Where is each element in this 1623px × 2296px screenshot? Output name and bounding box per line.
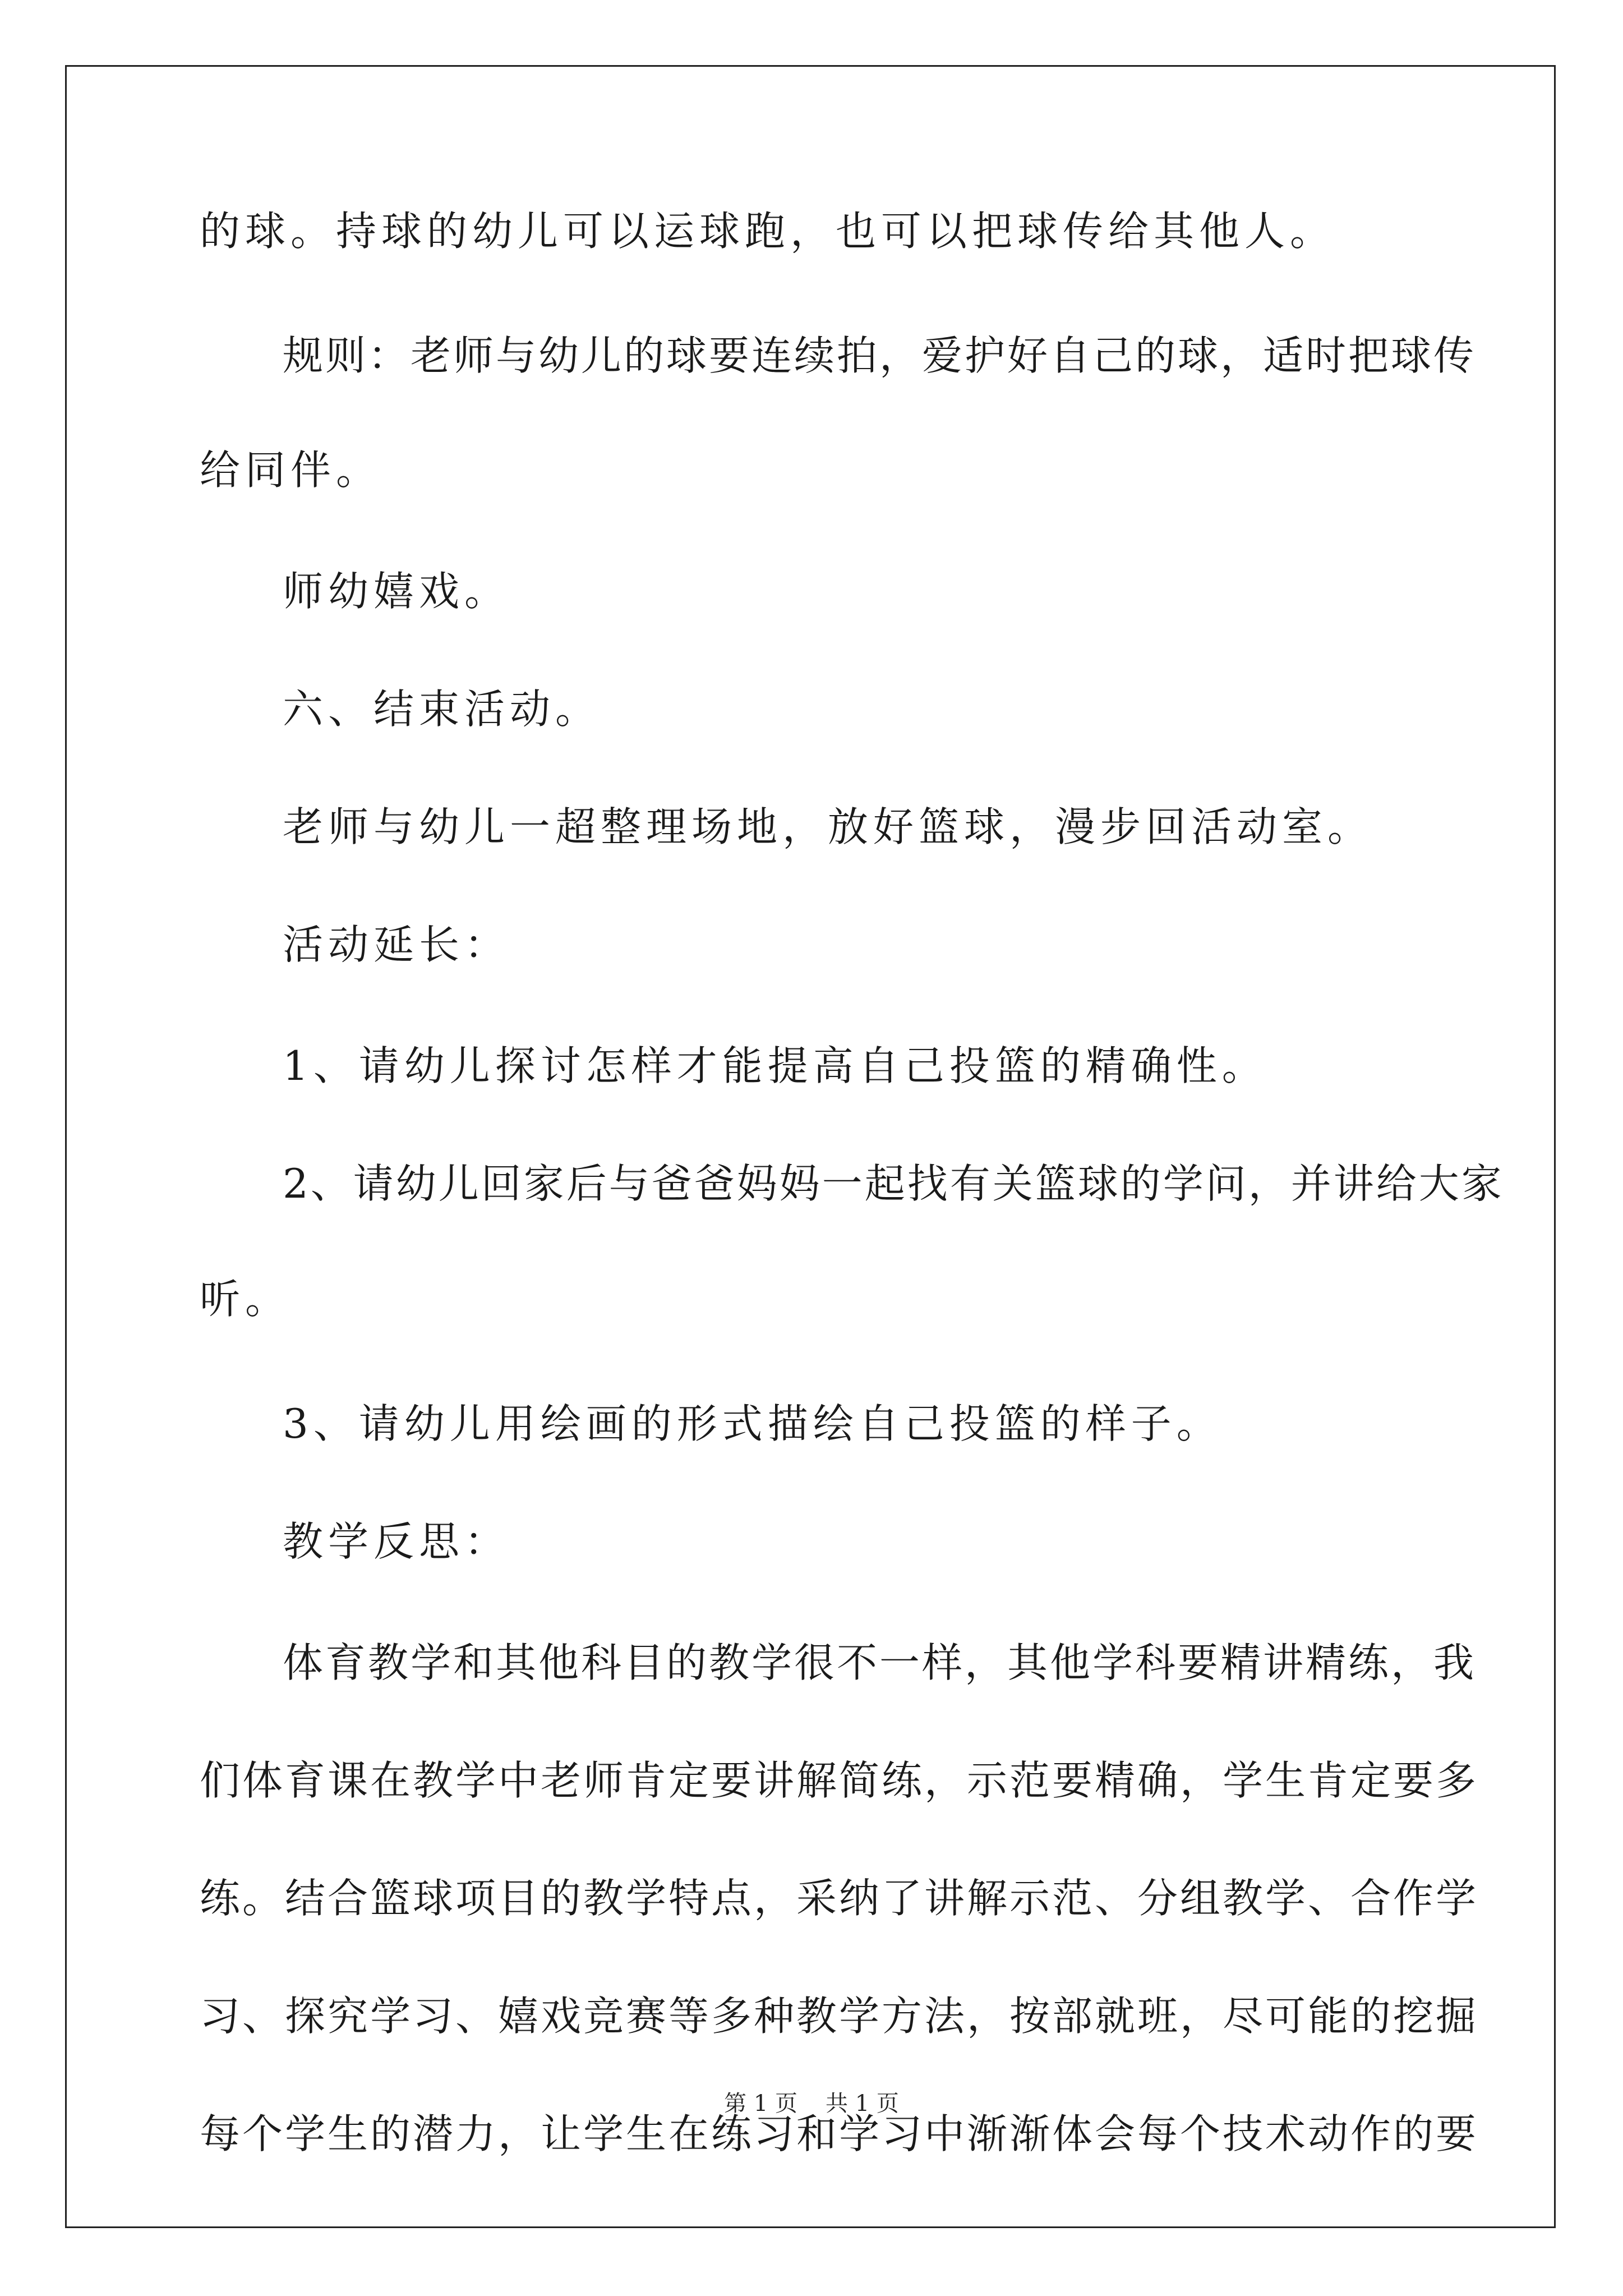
text-line-17: 每个学生的潜力，让学生在练习和学习中渐渐体会每个技术动作的要 (200, 2110, 1479, 2157)
page-total: 共 1 页 (826, 2091, 899, 2116)
text-line-4: 师幼嬉戏。 (283, 568, 510, 615)
text-line-9: 2、请幼儿回家后与爸爸妈妈一起找有关篮球的学问，并讲给大家 (283, 1160, 1504, 1207)
text-line-1: 的球。持球的幼儿可以运球跑，也可以把球传给其他人。 (200, 208, 1336, 255)
text-line-8: 1、请幼儿探讨怎样才能提高自己投篮的精确性。 (283, 1042, 1267, 1089)
text-line-2: 规则：老师与幼儿的球要连续拍，爱护好自己的球，适时把球传 (283, 332, 1477, 379)
text-line-16: 习、探究学习、嬉戏竞赛等多种教学方法，按部就班，尽可能的挖掘 (200, 1993, 1479, 2040)
text-line-11: 3、请幼儿用绘画的形式描绘自己投篮的样子。 (283, 1400, 1222, 1447)
page-number: 第 1 页 (724, 2091, 797, 2116)
text-line-14: 们体育课在教学中老师肯定要讲解简练，示范要精确，学生肯定要多 (200, 1757, 1479, 1804)
text-line-12: 教学反思： (283, 1518, 510, 1565)
text-line-15: 练。结合篮球项目的教学特点，采纳了讲解示范、分组教学、合作学 (200, 1875, 1479, 1922)
text-line-3: 给同伴。 (200, 447, 382, 494)
page-footer (0, 2087, 1623, 2120)
text-line-13: 体育教学和其他科目的教学很不一样，其他学科要精讲精练，我 (283, 1639, 1477, 1686)
text-line-10: 听。 (200, 1276, 291, 1323)
text-line-5: 六、结束活动。 (283, 685, 601, 733)
text-line-6: 老师与幼儿一超整理场地，放好篮球，漫步回活动室。 (283, 803, 1373, 850)
text-line-7: 活动延长： (283, 921, 510, 968)
